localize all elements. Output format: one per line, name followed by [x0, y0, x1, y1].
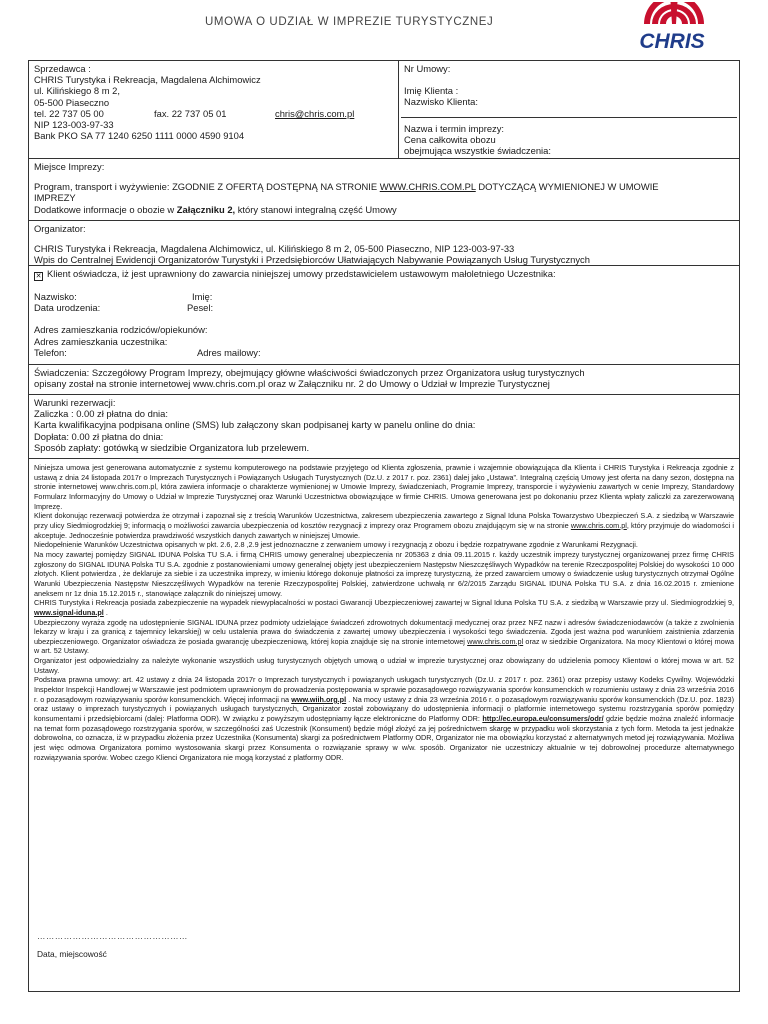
reservation-label: Warunki rezerwacji:	[34, 397, 116, 408]
extra-info-line	[34, 204, 734, 215]
client-surname-field: Nazwisko Klienta:	[404, 96, 478, 108]
top-section	[29, 61, 739, 159]
client-statement-row	[34, 268, 734, 280]
terms-paragraph-1: Niniejsza umowa jest generowana automatycznie z systemu komputerowego na podstawie przyjętego od Klienta zgłoszenia, prawnie i wzajemnie obowiązująca dla Klienta i CHRIS Turystyka i Rekreacja zgodnie z ustawą z dnia 24 listopada 2017r o Imprezach Turystycznych i Powiązanych Usługach Turystycznych (Dz.U. z 2017 r. poz. 2361) dalej jako „Ustawa”. Integralną częścią Umowy jest oferta na dany sezon, dostępna na stronie internetowej www.chris.com.pl, która zawiera informacje o charakterze wymienionej w Umowie Imprezy, świadczeniach, Programie Imprezy, transporcie i wyżywieniu zawartych w cenie Imprezy, Standardowy Formularz Informacyjny do Umowy o Udział w Imprezie Turystycznej oraz Warunki Uczestnictwa obowiązujące w firmie CHRIS. Umowa generowana jest po dokonaniu przez Klienta wpłaty zaliczki za zarezerwowaną Imprezę.	[34, 463, 734, 511]
svg-text:CHRIS: CHRIS	[639, 30, 705, 52]
contract-client-box	[401, 61, 737, 118]
seller-block	[34, 63, 394, 141]
seller-fax: fax. 22 737 05 01	[154, 107, 227, 119]
seller-city: 05-500 Piaseczno	[34, 96, 110, 108]
terms-p8-suffix-2: gdzie będzie można znaleźć informacje na temat form pozasądowego rozstrzygania sporów, w szczególności zaś Uczestnik (Konsument) będzie mógł złożyć za jej pośrednictwem skargę w przypadku woli skorzystania z tych form. Metoda ta jest jednakże dobrowolna, co oznacza, iż w przypadku złożenia przez Uczestnika (Konsumenta) skargi za pośrednictwem Platformy ODR, Organizator nie ma obowiązku korzystać z alternatywnych metod jej rozwiązywania. Możliwa jest więc odmowa Organizatora pomimo wystosowania skargi przez Konsumenta o rozwiązanie sprawy w w/w. sposób. Organizator nie uczestniczy aktualnie w tej dobrowolnej procedurze alternatywnego rozwiązywania sporów. Wobec czego Klienci Organizatora nie mogą korzystać z platformy ODR.	[34, 714, 734, 762]
seller-contact-row	[34, 108, 394, 119]
organizer-line-2: Wpis do Centralnej Ewidencji Organizatorów Turystyki i Przedsiębiorców Ułatwiających Nabywanie Powiązanych Usług Turystycznych	[34, 254, 590, 266]
organizer-line-1: CHRIS Turystyka i Rekreacja, Magdalena Alchimowicz, ul. Kilińskiego 8 m 2, 05-500 Piaseczno, NIP 123-003-97-33	[34, 243, 515, 255]
surcharge-line: Dopłata: 0.00 zł płatna do dnia:	[34, 430, 164, 442]
contract-number: Nr Umowy:	[404, 63, 451, 74]
terms-paragraph-5	[34, 598, 734, 617]
document-title: UMOWA O UDZIAŁ W IMPREZIE TURYSTYCZNEJ	[205, 16, 494, 28]
seller-name: CHRIS Turystyka i Rekreacja, Magdalena Alchimowicz	[34, 74, 261, 86]
terms-p6-link[interactable]: www.chris.com.pl	[467, 636, 524, 646]
seller-tel: tel. 22 737 05 00	[34, 107, 104, 119]
client-email-field: Adres mailowy:	[197, 346, 261, 358]
participant-surname-field: Nazwisko:	[34, 291, 77, 302]
place-label: Miejsce Imprezy:	[34, 161, 105, 172]
participant-address-field: Adres zamieszkania uczestnika:	[34, 335, 168, 347]
services-line-1: Świadczenia: Szczegółowy Program Imprezy, obejmujący główne właściwości świadczonych przez Organizatora usług turystycznych	[34, 367, 585, 378]
organizer-label: Organizator:	[34, 223, 86, 234]
signature-line: ……………………………………………	[37, 931, 188, 941]
terms-p6-suffix: oraz w siedzibie Organizatora. Na mocy Klientowi o której mowa w art. 52 Ustawy.	[34, 636, 734, 656]
services-line-2: opisany został na stronie internetowej www.chris.com.pl oraz w Załączniku nr. 2 do Umowy o Udział w Imprezie Turystycznej	[34, 378, 550, 390]
terms-paragraph-6	[34, 618, 734, 657]
parents-address-field: Adres zamieszkania rodziców/opiekunów:	[34, 324, 208, 336]
client-contact-row	[34, 347, 734, 358]
organizer-section	[29, 221, 739, 266]
place-section	[29, 159, 739, 221]
extra-bold: Załączniku 2,	[176, 203, 236, 215]
client-section	[29, 266, 739, 365]
program-suffix-2: IMPREZY	[34, 192, 76, 204]
event-box	[401, 123, 554, 157]
phone-field: Telefon:	[34, 346, 67, 358]
event-name-field: Nazwa i termin imprezy:	[404, 123, 505, 134]
terms-p8-suffix: . Na mocy ustawy z dnia 23 września 2016 r. o pozasądowym rozwiązywaniu sporów konsumenckich (Dz.U. poz. 1823) oraz ustawy o imprezach turystycznych i powiązanych usługach turystycznych, Organizator został zobowiązany do udostępnienia informacji o platformie internetowego systemu rozstrzygania sporów pomiędzy konsumentami i przedsiębiorcami (dalej: Platforma ODR). W związku z powyższym udostępniamy łącze elektroniczne do Platformy ODR:	[34, 694, 734, 724]
terms-p6-text: Ubezpieczony wyraża zgodę na udostępnienie SIGNAL IDUNA przez podmioty udzielające świadczeń zdrowotnych dokumentacji medycznej oraz przez NFZ nazw i adresów świadczeniodawców (a także z zwolnienia lekarzy w kraju i za granicą z tajemnicy lekarskiej) w celu ustalenia prawa do świadczenia z zawartej umowy ubezpieczenia i wysokości tego świadczenia. Zgoda jest ważna pod warunkiem zaistnienia zdarzenia ubezpieczeniowego. Organizator oświadcza że posiada gwarancję ubezpieczeniową, której kopia znajduje się na stronie internetowej	[34, 617, 734, 646]
terms-paragraph-7: Organizator jest odpowiedzialny za należyte wykonanie wszystkich usług turystycznych objętych umową o udział w imprezie turystycznej oraz obowiązany do udzielenia pomocy Klientowi o której mowa w art. 52 Ustawy.	[34, 656, 734, 675]
vertical-divider	[398, 61, 399, 159]
client-birth-row	[34, 302, 734, 313]
seller-street: ul. Kilińskiego 8 m 2,	[34, 85, 120, 97]
terms-paragraph-4: Na mocy zawartej pomiędzy SIGNAL IDUNA Polska TU S.A. i firmą CHRIS umowy generalnej ubezpieczenia nr 205363 z dnia 09.11.2015 r. każdy uczestnik imprezy turystycznej organizowanej przez firmę CHRIS zgłoszony do SIGNAL IDUNA Polska TU S.A. zgodnie z postanowieniami umowy generalnej objęty jest ubezpieczeniem Następstw Nieszczęśliwych Wypadków na terenie Rzeczpospolitej Polskiej do wysokości 10 000 złotych. Klient potwierdza , że deklaruje za siebie i za uczestnika imprezy, w imieniu którego dokonuje płatności za imprezę turystyczną, że przed zawarciem umowy o świadczenie usług turystycznych otrzymał Ogólne Warunki Ubezpieczenia Następstw Nieszczęśliwych Wypadków na terenie Rzeczypospolitej Polskiej, zatwierdzone uchwałą nr 6/2/2015 Zarządu SIGNAL IDUNA Polska TU S.A. z dnia 16.02.2015 r. zmienione aneksem nr 1z dnia 15.12.2015 r., stanowiące załącznik do niniejszej umowy.	[34, 549, 734, 598]
price-note: obejmująca wszystkie świadczenia:	[404, 145, 551, 157]
seller-bank: Bank PKO SA 77 1240 6250 1111 0000 4590 9104	[34, 130, 245, 142]
services-section	[29, 365, 739, 395]
seller-email-link[interactable]: chris@chris.com.pl	[275, 107, 355, 119]
terms-p2-text: Klient dokonując rezerwacji potwierdza że otrzymał i zapoznał się z treścią Warunków Uczestnictwa, zakresem ubezpieczenia zawartego z Signal Iduna Polska Towarzystwo Ubezpieczeń S.A. z siedzibą w Warszawie przy ulicy Siedmiogrodzkiej 9; informacją o możliwości zawarcia ubezpieczenia od kosztów rezygnacji z imprezy oraz Programem obozu znajdującym się w na stronie	[34, 511, 734, 530]
terms-text	[34, 463, 734, 762]
client-statement-checkbox[interactable]: ✕	[35, 273, 42, 280]
card-line: Karta kwalifikacyjna podpisana online (SMS) lub załączony skan podpisanej karty w panelu online do dnia:	[34, 419, 476, 431]
terms-p2-link[interactable]: www.chris.com.pl	[570, 520, 627, 530]
participant-firstname-field: Imię:	[192, 291, 213, 302]
signature-label: Data, miejscowość	[37, 949, 107, 959]
client-statement: Klient oświadcza, iż jest uprawniony do zawarcia niniejszej umowy przedstawicielem ustawowym małoletniego Uczestnika:	[47, 268, 556, 279]
client-name-row	[34, 291, 734, 302]
terms-p8-text: Podstawa prawna umowy: art. 42 ustawy z dnia 24 listopada 2017r o Imprezach turystycznych i powiązanych usługach turystycznych (Dz.U. z 2017 r. poz. 2361) oraz przepisy ustawy Kodeks Cywilny. Wojewódzki Inspektor Inspekcji Handlowej w Warszawie jest podmiotem uprawnionym do prowadzenia postępowania w sprawie pozasądowego rozwiązywania sporów konsumenckich w rozumieniu ustawy z dnia 23 września 2016 r. o pozasądowym rozwiązywaniu sporów konsumenckich. Więcej informacji na	[34, 675, 734, 704]
extra-suffix: który stanowi integralną część Umowy	[235, 203, 397, 215]
contract-frame	[28, 60, 740, 992]
pesel-field: Pesel:	[187, 302, 214, 314]
seller-label: Sprzedawca :	[34, 63, 91, 74]
deposit-line: Zaliczka : 0.00 zł płatna do dnia:	[34, 408, 168, 420]
terms-p2-suffix: , który przyjmuje do wiadomości i akceptuje. Jednocześnie potwierdza prawdziwość wszystkich danych zawartych w niniejszej Umowie.	[34, 520, 734, 540]
reservation-section	[29, 395, 739, 459]
odr-link[interactable]: http://ec.europa.eu/consumers/odr/	[482, 714, 604, 724]
client-firstname-field: Imię Klienta :	[404, 85, 459, 97]
seller-nip: NIP 123-003-97-33	[34, 119, 114, 131]
program-suffix: DOTYCZĄCĄ WYMIENIONEJ W UMOWIE	[475, 181, 659, 193]
signature-block	[37, 931, 188, 959]
wiih-link[interactable]: www.wiih.org.pl	[291, 694, 347, 704]
birthdate-field: Data urodzenia:	[34, 302, 101, 314]
terms-paragraph-2	[34, 511, 734, 540]
chris-logo	[606, 2, 742, 52]
extra-prefix: Dodatkowe informacje o obozie w	[34, 203, 177, 215]
terms-paragraph-8	[34, 675, 734, 762]
terms-p5-suffix: .	[103, 607, 108, 617]
program-link[interactable]: WWW.CHRIS.COM.PL	[379, 181, 476, 193]
program-line	[34, 181, 734, 192]
terms-paragraph-3: Niedopełnienie Warunków Uczestnictwa opisanych w pkt. 2.6, 2.8 ,2.9 jest jednoznaczne z zerwaniem umowy i rezygnacją z obozu i będzie rozpatrywane zgodnie z Warunkami Rezygnacji.	[34, 540, 638, 550]
price-field: Cena całkowita obozu	[404, 134, 496, 146]
signal-iduna-link[interactable]: www.signal-iduna.pl	[34, 607, 104, 617]
program-prefix: Program, transport i wyżywienie: ZGODNIE Z OFERTĄ DOSTĘPNĄ NA STRONIE	[34, 181, 380, 193]
contract-info-block	[401, 61, 737, 159]
payment-line: Sposób zapłaty: gotówką w siedzibie Organizatora lub przelewem.	[34, 441, 310, 453]
terms-p5-text: CHRIS Turystyka i Rekreacja posiada zabezpieczenie na wypadek niewypłacalności w postaci Gwarancji Ubezpieczeniowej zawartej w Signal Iduna Polska TU S.A. z siedzibą w Warszawie przy ul. Siedmiogrodzkiej 9,	[34, 598, 734, 608]
